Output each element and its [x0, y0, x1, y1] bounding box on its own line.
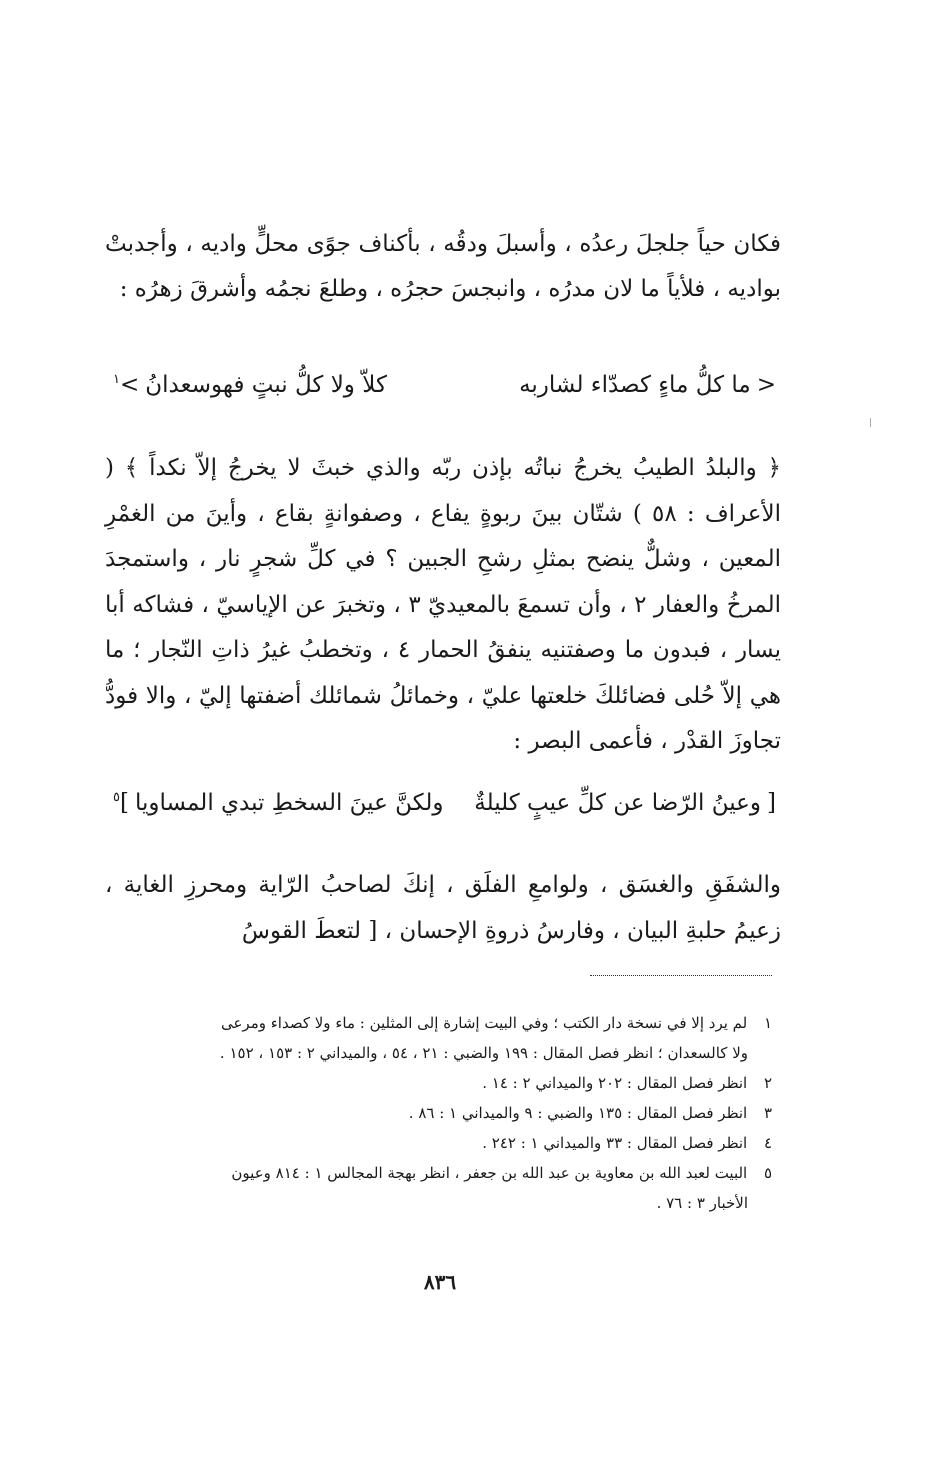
- footnote-text: البيت لعبد الله بن معاوية بن عبد الله بن جعفر ، انظر بهجة المجالس ١ : ٨١٤ وعيون: [231, 1164, 748, 1182]
- footnote-text: ولا كالسعدان ؛ انظر فصل المقال : ١٩٩ والضبي : ٢١ ، ٥٤ ، والميداني ٢ : ١٥٣ ، ١٥٢ .: [219, 1044, 748, 1062]
- footnote-text: انظر فصل المقال : ٢٠٢ والميداني ٢ : ١٤ .: [482, 1074, 748, 1092]
- footnote-line: [100, 1188, 772, 1218]
- footnote-line: [100, 1038, 772, 1068]
- footnote-line: [100, 1128, 772, 1158]
- footnote-text: انظر فصل المقال : ٣٣ والميداني ١ : ٢٤٢ .: [482, 1134, 748, 1152]
- verse-2-left-end: [108, 790, 443, 816]
- footnote-text: الأخبار ٣ : ٧٦ .: [656, 1194, 748, 1212]
- footnote-line: [100, 1158, 772, 1188]
- footnote-line: [100, 1008, 772, 1038]
- verse-line-2: [108, 790, 776, 816]
- verse-line-1: [108, 372, 776, 398]
- footnote-number: ٣: [763, 1104, 772, 1122]
- footnotes: [100, 1008, 772, 1218]
- margin-mark: [870, 418, 871, 427]
- verse-1-hemistich-2: كلاّ ولا كلُّ نبتٍ فهوسعدانُ: [145, 372, 387, 398]
- footnote-separator: [590, 975, 772, 976]
- footnote-number: ١: [763, 1014, 772, 1032]
- footnote-text: انظر فصل المقال : ١٣٥ والضبي : ٩ والميداني ١ : ٨٦ .: [408, 1104, 748, 1122]
- verse-1-left-end: [108, 372, 387, 398]
- body-paragraph-2: ﴿ والبلدُ الطيبُ يخرجُ نباتُه بإذن ربّه والذي خبثَ لا يخرجُ إلاّ نكداً ﴾ ( الأعراف : ٥٨ ) شتّان بينَ ربوةٍ يفاع ، وصفوانةٍ بقاع ، وأينَ من الغمْرِ المعين ، وشلٌّ ينضح بمثلِ رشحِ الجبين ؟ في كلِّ شجرٍ نار ، واستمجدَ المرخُ والعفار ٢ ، وأن تسمعَ بالمعيديّ ٣ ، وتخبرَ عن الإياسيّ ، فشاكه أبا يسار ، فبدون ما وصفتنيه ينفقُ الحمار ٤ ، وتخطبُ غيرُ ذاتِ النّجار ؛ ما هي إلاّ حُلى فضائلكَ خلعتها عليّ ، وخمائلُ شمائلك أضفتها إليّ ، والا فودُّ تجاوزَ القدْر ، فأعمى البصر :: [105, 455, 781, 754]
- body-paragraph-3: والشفَقِ والغسَق ، ولوامعِ الفلَق ، إنكَ لصاحبُ الرّاية ومحرزِ الغاية ، زعيمُ حلبةِ البيان ، وفارسُ ذروةِ الإحسان ، [ لتعطَ القوسُ: [105, 872, 781, 944]
- body-paragraph-1: فكان حياً جلجلَ رعدُه ، وأسبلَ ودقُه ، بأكناف جوًى محلٍّ واديه ، وأجدبتْ بواديه ، فلأياً ما لان مدرُه ، وانبجسَ حجرُه ، وطلعَ نجمُه وأشرقَ زهرُه :: [105, 231, 781, 302]
- verse-2-close-bracket: ]: [119, 790, 129, 816]
- verse-1-close-bracket: >: [119, 372, 140, 398]
- footnote-number: ٥: [763, 1164, 772, 1182]
- verse-2-open-bracket: [: [767, 790, 776, 816]
- footnote-line: [100, 1068, 772, 1098]
- footnote-line: [100, 1098, 772, 1128]
- footnote-ref-5: ٥: [113, 790, 120, 805]
- verse-1-open-bracket: <: [756, 372, 776, 398]
- verse-1-right-end: [519, 372, 776, 398]
- footnote-number: ٤: [763, 1134, 772, 1152]
- verse-1-hemistich-1: ما كلُّ ماءٍ كصدّاء لشاربه: [519, 372, 751, 398]
- verse-2-hemistich-2: ولكنَّ عينَ السخطِ تبدي المساويا: [134, 790, 444, 816]
- verse-2-right-end: [474, 790, 776, 816]
- footnote-number: ٢: [763, 1074, 772, 1092]
- footnote-text: لم يرد إلا في نسخة دار الكتب ؛ وفي البيت إشارة إلى المثلين : ماء ولا كصداء ومرعى: [220, 1014, 748, 1032]
- footnote-ref-1: ١: [113, 372, 120, 387]
- page-number: ٨٣٦: [423, 1270, 457, 1294]
- verse-2-hemistich-1: وعينُ الرّضا عن كلِّ عيبٍ كليلةٌ: [474, 790, 762, 816]
